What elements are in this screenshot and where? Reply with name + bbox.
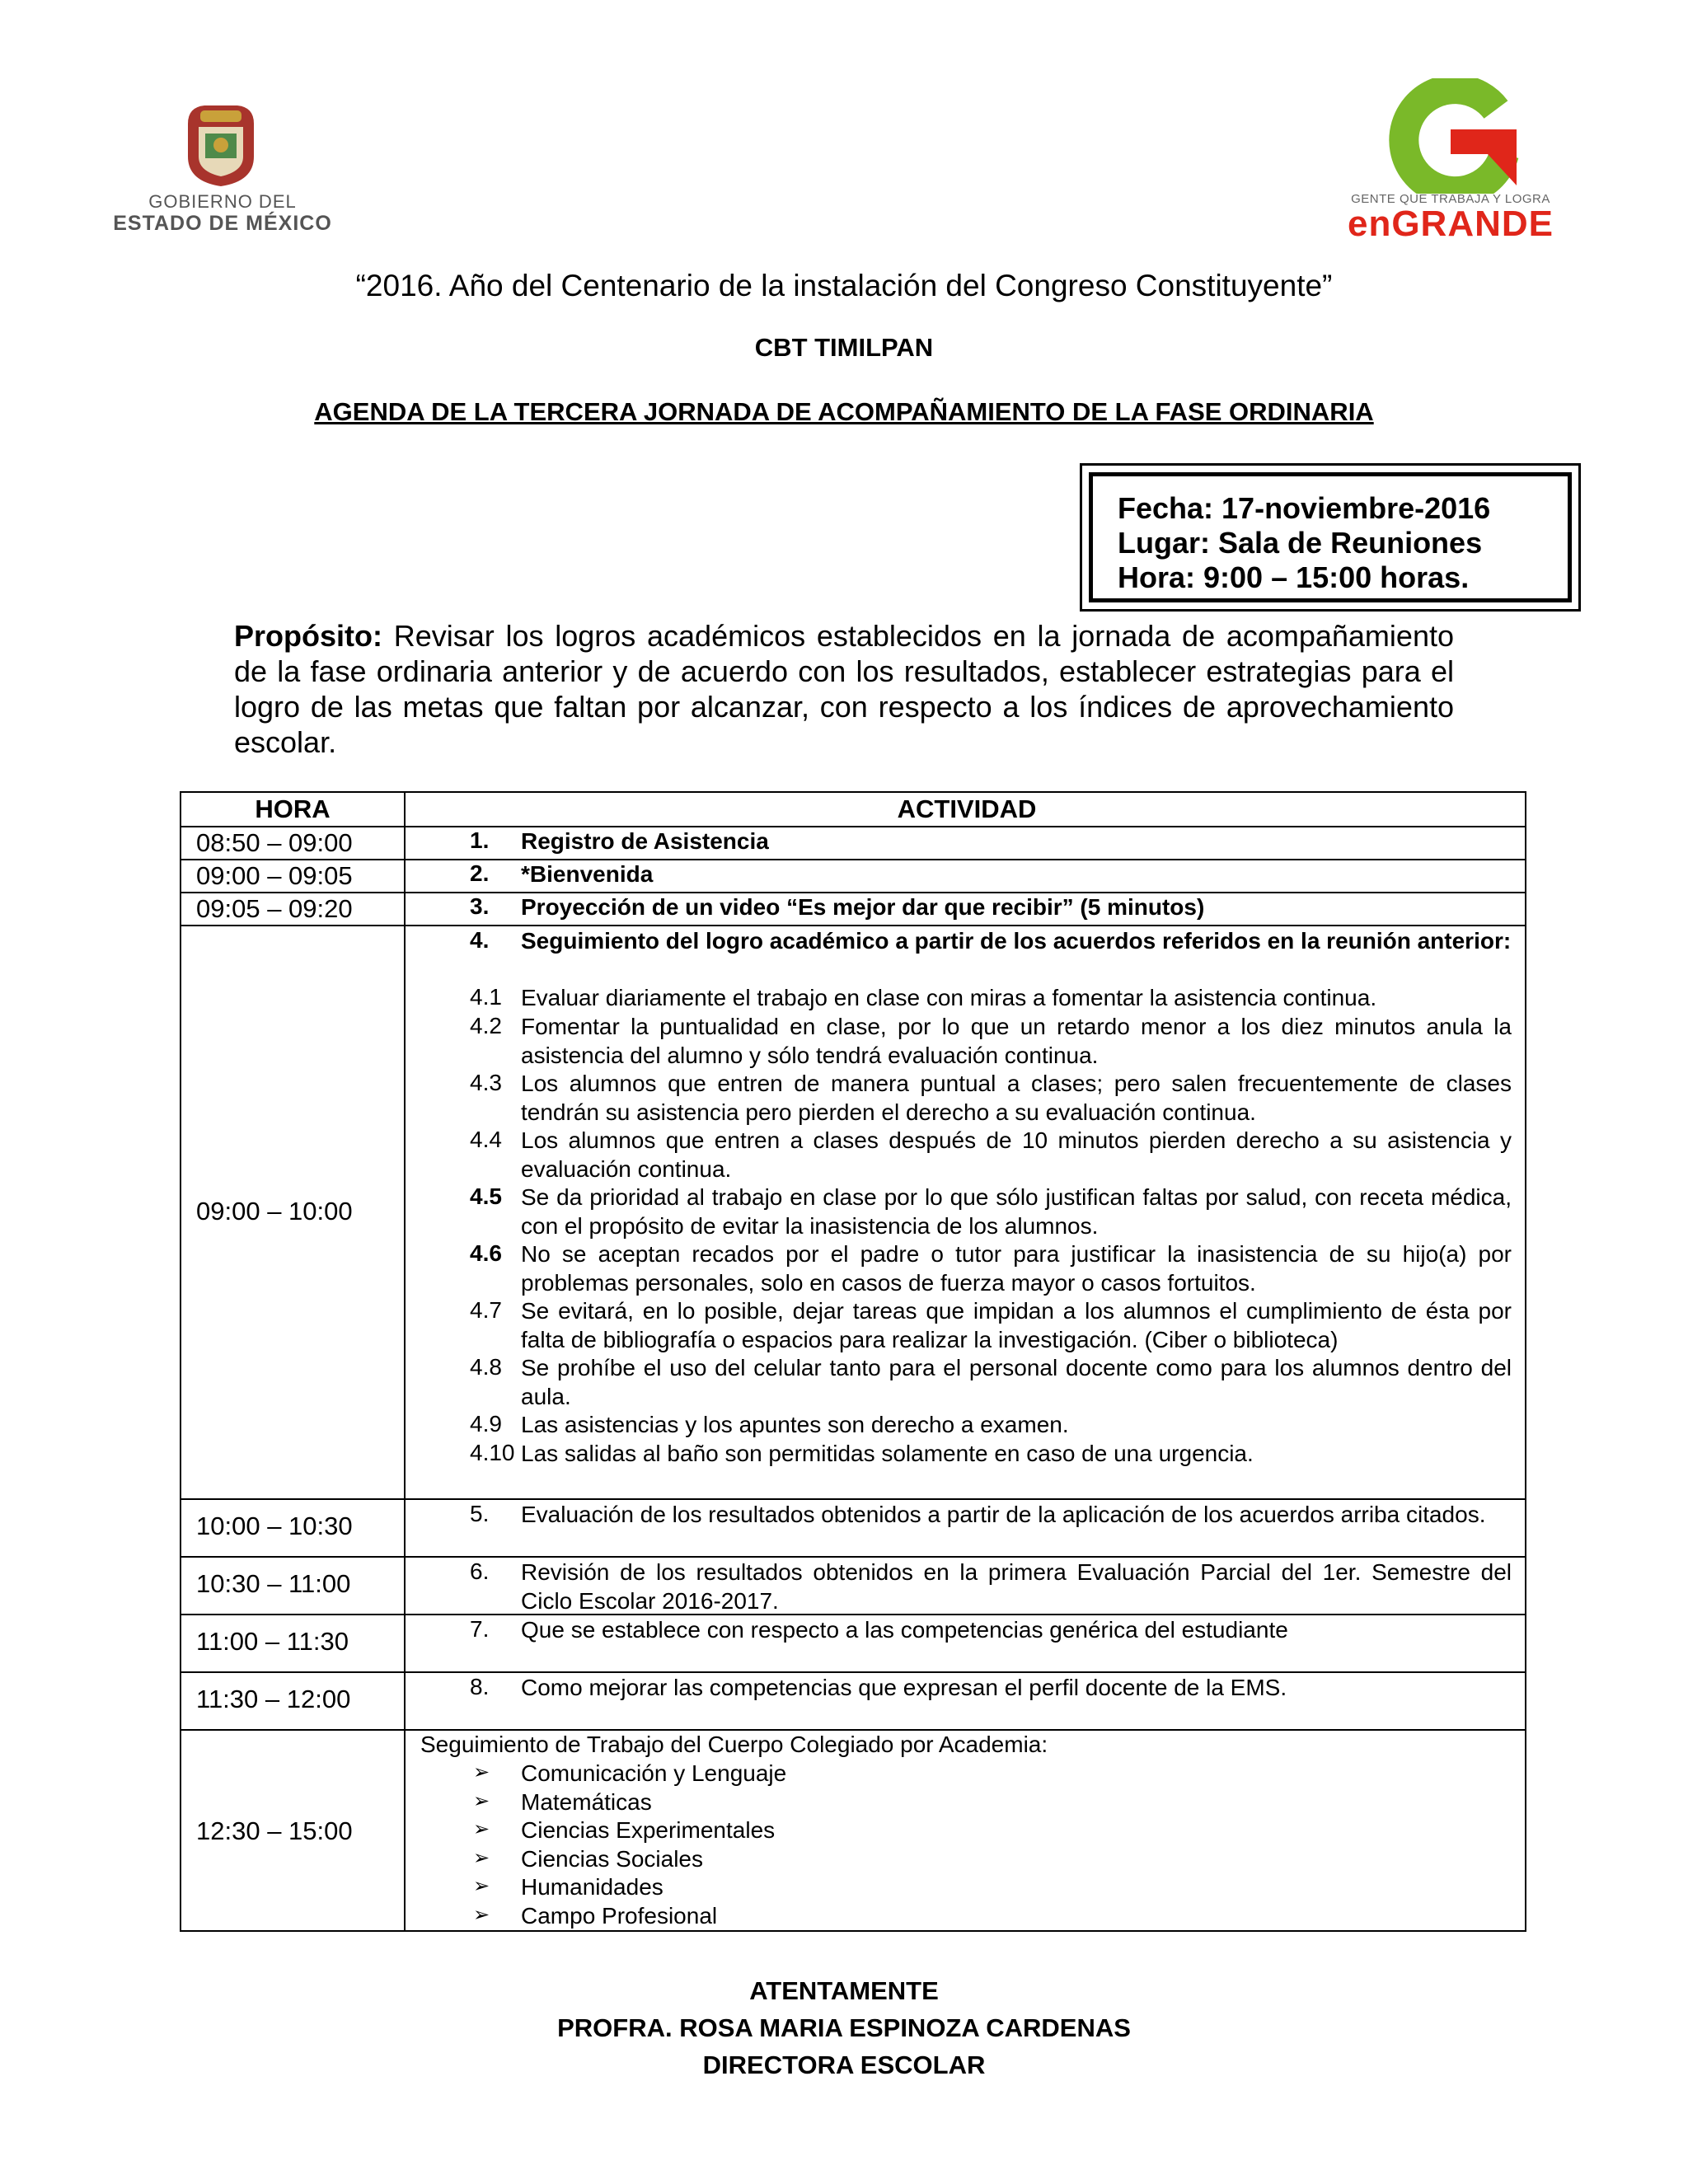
arrow-bullet-icon: ➢ bbox=[473, 1847, 490, 1869]
purpose-paragraph bbox=[234, 618, 1454, 760]
activity-text: Que se establece con respecto a las competencias genérica del estudiante bbox=[521, 1617, 1288, 1643]
meeting-place: Lugar: Sala de Reuniones bbox=[1118, 526, 1483, 560]
agreement-text: Se evitará, en lo posible, dejar tareas que impidan a los alumnos el cumplimiento de ésta por falta de bibliografía o espacios para realizar la investigación. (Ciber o biblioteca) bbox=[521, 1298, 1512, 1352]
time-cell: 12:30 – 15:00 bbox=[196, 1816, 353, 1845]
brand-logo bbox=[1327, 78, 1574, 243]
signature-role: DIRECTORA ESCOLAR bbox=[702, 2050, 986, 2079]
motto: “2016. Año del Centenario de la instalación del Congreso Constituyente” bbox=[355, 269, 1333, 302]
government-logo bbox=[111, 99, 334, 239]
meeting-info-box bbox=[1080, 463, 1581, 612]
activity-text: Proyección de un video “Es mejor dar que recibir” (5 minutos) bbox=[521, 894, 1205, 920]
time-cell: 09:00 – 10:00 bbox=[196, 1197, 353, 1226]
arrow-bullet-icon: ➢ bbox=[473, 1875, 490, 1897]
meeting-date: Fecha: 17-noviembre-2016 bbox=[1118, 491, 1491, 525]
time-cell: 08:50 – 09:00 bbox=[196, 828, 353, 857]
time-cell: 11:30 – 12:00 bbox=[196, 1685, 351, 1713]
time-cell: 09:00 – 09:05 bbox=[196, 861, 353, 890]
agenda-title: AGENDA DE LA TERCERA JORNADA DE ACOMPAÑAMIENTO DE LA FASE ORDINARIA bbox=[314, 397, 1374, 426]
column-header-hora: HORA bbox=[255, 794, 331, 823]
brand-name: enGRANDE bbox=[1347, 204, 1554, 244]
agreement-text: Se da prioridad al trabajo en clase por lo que sólo justifican faltas por salud, con receta médica, con el propósito de evitar la inasistencia de los alumnos. bbox=[521, 1184, 1512, 1239]
agreement-text: Las salidas al baño son permitidas solamente en caso de una urgencia. bbox=[521, 1441, 1254, 1466]
activity-text: Revisión de los resultados obtenidos en la primera Evaluación Parcial del 1er. Semestre del Ciclo Escolar 2016-2017. bbox=[521, 1559, 1512, 1614]
arrow-bullet-icon: ➢ bbox=[473, 1818, 490, 1840]
arrow-bullet-icon: ➢ bbox=[473, 1790, 490, 1812]
signature-name: PROFRA. ROSA MARIA ESPINOZA CARDENAS bbox=[557, 2013, 1131, 2042]
agreement-text: Fomentar la puntualidad en clase, por lo que un retardo menor a los diez minutos anula la asistencia del alumno y sólo tendrá evaluación continua. bbox=[521, 1014, 1512, 1068]
agenda-table: HORA ACTIVIDAD 08:50 – 09:00 1. Registro de Asistencia 09:00 – 09:05 2. *Bienvenida 09:05 – 09:20 3. Proyección de un video “Es mejor dar que recibir” (5 minutos) 09:00 – 10:00 4. Seguimiento del logro académico a partir de los acuerdos referidos en la reunión anterior: 4.1 Evaluar diariamente el trabajo en clase con miras a fomentar la asistencia continua. 4.2 Fomentar la puntualidad en clase, por lo que un retardo menor a los diez minutos anula la asistencia del alumno y sólo tendrá evaluación continua. 4.3 Los alumnos que entren de manera puntual a clases; pero salen frecuentemente de clases tendrán su asistencia pero pierden el derecho a su evaluación continua. 4.4 Los alumnos que entren a clases después de 10 minutos pierden derecho a su asistencia y evaluación continua. 4.5 Se da prioridad al trabajo en clase por lo que sólo justifican faltas por salud, con receta médica, con el propósito de evitar la inasistencia de los alumnos. 4.6 No se aceptan recados por el padre o tutor para justificar la inasistencia de su hijo(a) por problemas personales, solo en casos de fuerza mayor o casos fortuitos. 4.7 Se evitará, en lo posible, dejar tareas que impidan a los alumnos el cumplimiento de ésta por falta de bibliografía o espacios para realizar la investigación. (Ciber o biblioteca) 4.8 Se prohíbe el uso del celular tanto para el personal docente como para los alumnos dentro del aula. 4.9 Las asistencias y los apuntes son derecho a examen. 4.10 Las salidas al baño son permitidas solamente en caso de una urgencia. 10:00 – 10:30 5. Evaluación de los resultados obtenidos a partir de la aplicación de los acuerdos arriba citados. 10:30 – 11:00 6. Revisión de los resultados obtenidos en la primera Evaluación Parcial del 1er. Semestre del Ciclo Escolar 2016-2017. 11:00 – 11:30 7. Que se establece con respecto a las competencias genérica del estudiante 11:30 – 12:00 8. Como mejorar las competencias que expresan el perfil docente de la EMS. 12:30 – 15:00 Seguimiento de Trabajo del Cuerpo Colegiado por Academia: ➢ Comunicación y Lenguaje ➢ Matemáticas ➢ Ciencias Experimentales ➢ Ciencias Sociales ➢ Humanidades ➢ Campo Profesional bbox=[180, 791, 1526, 1932]
signature-closing: ATENTAMENTE bbox=[749, 1976, 939, 2005]
purpose-text: Revisar los logros académicos establecidos en la jornada de acompañamiento de la fase ordinaria anterior y de acuerdo con los resultados, establecer estrategias para el logro de las metas que faltan por alcanzar, con respecto a los índices de aprovechamiento escolar. bbox=[234, 619, 1454, 759]
activity-text: Evaluación de los resultados obtenidos a partir de la aplicación de los acuerdos arriba citados. bbox=[521, 1502, 1486, 1527]
g-logo-icon bbox=[1372, 78, 1529, 194]
arrow-bullet-icon: ➢ bbox=[473, 1904, 490, 1926]
activity-text: Seguimiento del logro académico a partir de los acuerdos referidos en la reunión anterior: bbox=[521, 928, 1512, 954]
agreement-text: Los alumnos que entren a clases después de 10 minutos pierden derecho a su asistencia y evaluación continua. bbox=[521, 1127, 1512, 1182]
time-cell: 10:00 – 10:30 bbox=[196, 1511, 353, 1540]
government-name-line2: ESTADO DE MÉXICO bbox=[113, 212, 332, 235]
academy-intro: Seguimiento de Trabajo del Cuerpo Colegiado por Academia: bbox=[420, 1732, 1048, 1757]
agreement-text: No se aceptan recados por el padre o tutor para justificar la inasistencia de su hijo(a) por problemas personales, solo en casos de fuerza mayor o casos fortuitos. bbox=[521, 1241, 1512, 1296]
agreement-text: Evaluar diariamente el trabajo en clase con miras a fomentar la asistencia continua. bbox=[521, 985, 1377, 1010]
time-cell: 10:30 – 11:00 bbox=[196, 1569, 351, 1598]
activity-text: Como mejorar las competencias que expresan el perfil docente de la EMS. bbox=[521, 1675, 1287, 1700]
school-name: CBT TIMILPAN bbox=[754, 333, 934, 362]
agreement-text: Los alumnos que entren de manera puntual a clases; pero salen frecuentemente de clases tendrán su asistencia pero pierden el derecho a su evaluación continua. bbox=[521, 1071, 1512, 1125]
meeting-time: Hora: 9:00 – 15:00 horas. bbox=[1118, 560, 1470, 594]
activity-text: *Bienvenida bbox=[521, 861, 654, 887]
agreement-text: Las asistencias y los apuntes son derecho a examen. bbox=[521, 1412, 1069, 1437]
government-name-line1: GOBIERNO DEL bbox=[148, 191, 297, 212]
arrow-bullet-icon: ➢ bbox=[473, 1761, 490, 1783]
activity-text: Registro de Asistencia bbox=[521, 828, 769, 854]
column-header-actividad: ACTIVIDAD bbox=[897, 794, 1037, 823]
time-cell: 09:05 – 09:20 bbox=[196, 894, 353, 923]
time-cell: 11:00 – 11:30 bbox=[196, 1627, 349, 1656]
brand-tagline: GENTE QUE TRABAJA Y LOGRA bbox=[1351, 192, 1550, 206]
agreement-text: Se prohíbe el uso del celular tanto para el personal docente como para los alumnos dentro del aula. bbox=[521, 1355, 1512, 1409]
purpose-label: Propósito: bbox=[234, 619, 382, 653]
state-seal-icon bbox=[176, 99, 266, 190]
